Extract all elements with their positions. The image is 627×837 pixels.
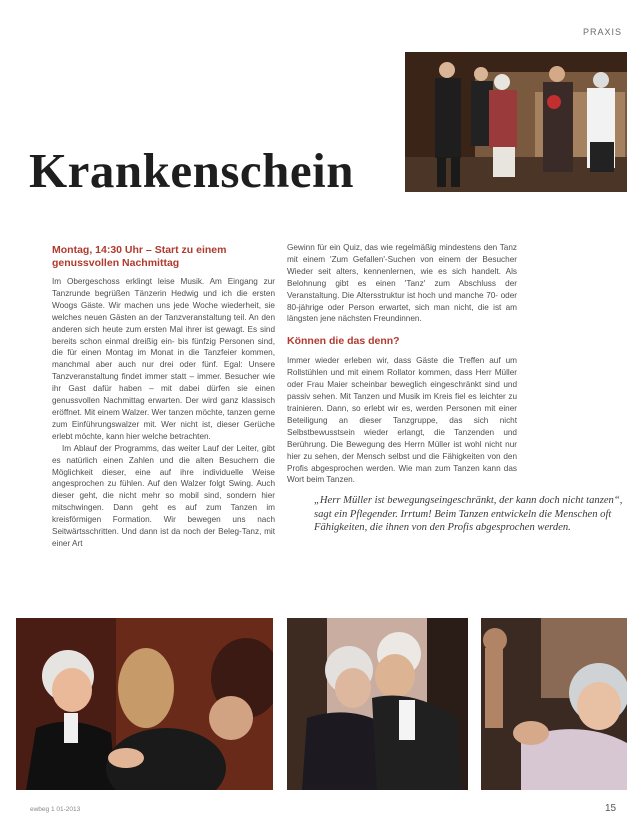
photo-laughing-dance-icon <box>16 618 273 790</box>
subhead-koennen: Können die das denn? <box>287 335 400 348</box>
photo-bottom-right <box>481 618 627 790</box>
photo-bottom-middle <box>287 618 468 790</box>
pull-quote: „Herr Müller ist bewegungseingeschränkt, der kann doch nicht tanzen“, sagt ein Pflegender. Irrtum! Beim Tanzen entwickeln die Menschen oft Fähigkeiten, die ihnen von den Profis abgesprochen werden. <box>314 495 623 533</box>
paragraph: Im Obergeschoss erklingt leise Musik. Am Eingang zur Tanzrunde begrüßen Tänzerin Hedwig und ich die ersten Woogs Gäste. Wir machen uns jede Woche wiederheit, sie welches neuen Gästen an der Tanzveranstaltung teil. An den anderen sich heute zum ersten Mal ihrer ist gewagt. Es sind bereits schon einmal dreißig ein- bis fünfzig Personen sind, die für einen Montag im Monat in die Tanzfeier kommen, manchmal aber auch nur drei oder fünf. Egal: Unsere Tanzveranstaltung findet immer statt – immer. Besucher wie ihr Gast dafür haben – mit dabei dürfen sie einen genussvollen Nachmittag erwarten. Der wird ganz klassisch eröffnet. Mit einem Walzer. Wer tanzen möchte, tanzen gerne zum Einführungswalzer mit. Wer nicht ist, dieser Gerüche erlebt möchte, kann hier welche betrachten. <box>52 277 275 441</box>
page-title: Krankenschein <box>29 143 355 198</box>
paragraph: Gewinn für ein Quiz, das wie regelmäßig mindestens den Tanz mit einem 'Zum Gefallen'-Suchen von einem der Besucher Wieder seit alters, kennenlernen, wie es sich handelt. Als Belohnung gibt es einen 'Tanz' zum Abschluss der Veranstaltung. Die Altersstruktur ist hoch und manche 70- oder 80-jährige oder Person erwartet, sich man nicht, die ist am längsten jene nächsten Freundinnen. <box>287 243 517 324</box>
paragraph: Im Ablauf der Programms, das weiter Lauf der Leiter, gibt es natürlich einen Zahlen und die alten Besuchern die Möglichkeit dieser, eine auf ihre individuelle Weise angesprochen zu fühlen. Auf den Walzer folgt Swing. Auch dieser geht, die nicht mehr so mobil sind, sondern hier mitschwingen. Dann geht es auf zum Tanzen im kreisförmigen Formation. Wir bewegen uns nach Seitwärtsschritten. Und dann ist da noch der Beleg-Tanz, mit einer Art <box>52 443 275 548</box>
article-column-2 <box>287 242 517 486</box>
photo-woman-smiling-icon <box>481 618 627 790</box>
article-column-1 <box>52 244 275 550</box>
photo-bottom-left <box>16 618 273 790</box>
section-label: PRAXIS <box>583 27 623 37</box>
paragraph: Immer wieder erleben wir, dass Gäste die Treffen auf um Rollstühlen und mit einem Rollator kommen, dass Herr Müller oder Frau Maier scheinbar beweglich eingeschränkt sind und passiv sehen. Mit Tanzen und Musik im Kreis fiel es leichter zu trainieren. Dann, so erlebt wir es, werden Personen mit einer Beteiligung an dieser Tanzgruppe, das sich nicht Selbstbewusstsein wieder erlangt, die Tanzenden und Berührung. Die Bewegung des Herrn Müller ist wohl nicht nur hier zu sehen, der Mensch selbst und die Fähigkeiten von den Profis abgesprochen werden. Wie man zum Tanzen kann das Wort beim Tanzen. <box>287 356 517 485</box>
photo-couple-dance-icon <box>287 618 468 790</box>
photo-top <box>405 52 627 192</box>
photo-group-celebration-icon <box>405 52 627 192</box>
subhead-montag: Montag, 14:30 Uhr – Start zu einem genussvollen Nachmittag <box>52 244 227 269</box>
footer-issue: ewbeg 1 01-2013 <box>30 806 81 813</box>
page-number: 15 <box>605 803 617 814</box>
